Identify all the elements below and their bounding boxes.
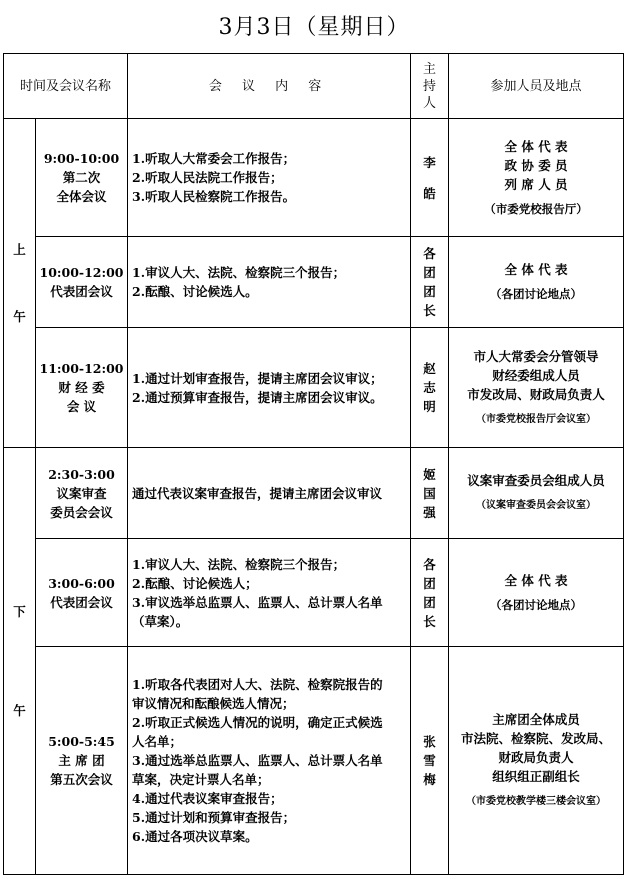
table-row	[4, 448, 624, 539]
host-cell: 姬 国 强	[411, 448, 449, 539]
host-cell: 赵 志 明	[411, 328, 449, 448]
host-cell: 李 皓	[411, 119, 449, 237]
time-cell: 2:30-3:00 议案审查 委员会会议	[36, 448, 128, 539]
host-cell: 张 雪 梅	[411, 647, 449, 875]
time-cell: 3:00-6:00 代表团会议	[36, 539, 128, 647]
location: （各团讨论地点）	[490, 597, 583, 612]
content-cell: 1.听取各代表团对人大、法院、检察院报告的 审议情况和酝酿候选人情况； 2.听取正式候选人情况的说明，确定正式候选 人名单； 3.通过选举总监票人、监票人、总计票人名单 草案，决定计票人名单； 4.通过代表议案审查报告； 5.通过计划和预算审查报告； 6.通过各项决议草案。	[128, 647, 411, 875]
page-title: 3月3日（星期日）	[218, 15, 410, 40]
table-row	[4, 119, 624, 237]
host-cell: 各 团 团 长	[411, 539, 449, 647]
header-host: 主 持 人	[411, 54, 449, 119]
content-cell: 1.审议人大、法院、检察院三个报告； 2.酝酿、讨论候选人。	[128, 237, 411, 328]
time-cell: 11:00-12:00 财 经 委 会 议	[36, 328, 128, 448]
attendees-cell: 市人大常委会分管领导 财经委组成人员 市发改局、财政局负责人 （市委党校报告厅会议室）	[449, 328, 624, 448]
host-cell: 各 团 团 长	[411, 237, 449, 328]
table-row	[4, 328, 624, 448]
header-time-name: 时间及会议名称	[4, 54, 128, 119]
header-attendees: 参加人员及地点	[449, 54, 624, 119]
time-cell: 9:00-10:00 第二次 全体会议	[36, 119, 128, 237]
table-row	[4, 539, 624, 647]
content-cell: 1.听取人大常委会工作报告； 2.听取人民法院工作报告； 3.听取人民检察院工作报告。	[128, 119, 411, 237]
header-content: 会 议 内 容	[128, 54, 411, 119]
location: （市委党校教学楼三楼会议室）	[466, 796, 607, 807]
time-cell: 10:00-12:00 代表团会议	[36, 237, 128, 328]
table-row	[4, 237, 624, 328]
period-morning: 上 午	[4, 119, 36, 448]
content-cell: 通过代表议案审查报告，提请主席团会议审议	[128, 448, 411, 539]
attendees-cell: 主席团全体成员 市法院、检察院、发改局、 财政局负责人 组织组正副组长 （市委党校教学楼三楼会议室）	[449, 647, 624, 875]
location: （市委党校报告厅会议室）	[476, 413, 597, 425]
period-afternoon: 下 午	[4, 448, 36, 875]
schedule-table	[3, 53, 624, 875]
location: （议案审查委员会会议室）	[476, 500, 597, 511]
location: （各团讨论地点）	[490, 287, 583, 301]
attendees-cell: 议案审查委员会组成人员 （议案审查委员会会议室）	[449, 448, 624, 539]
location: （市委党校报告厅）	[484, 201, 588, 216]
attendees-cell: 全 体 代 表 （各团讨论地点）	[449, 237, 624, 328]
time-cell: 5:00-5:45 主 席 团 第五次会议	[36, 647, 128, 875]
table-row	[4, 647, 624, 875]
attendees-cell: 全 体 代 表 （各团讨论地点）	[449, 539, 624, 647]
attendees-cell: 全 体 代 表 政 协 委 员 列 席 人 员 （市委党校报告厅）	[449, 119, 624, 237]
content-cell: 1.通过计划审查报告，提请主席团会议审议； 2.通过预算审查报告，提请主席团会议审议。	[128, 328, 411, 448]
content-cell: 1.审议人大、法院、检察院三个报告； 2.酝酿、讨论候选人； 3.审议选举总监票人、监票人、总计票人名单 （草案）。	[128, 539, 411, 647]
header-row	[4, 54, 624, 119]
